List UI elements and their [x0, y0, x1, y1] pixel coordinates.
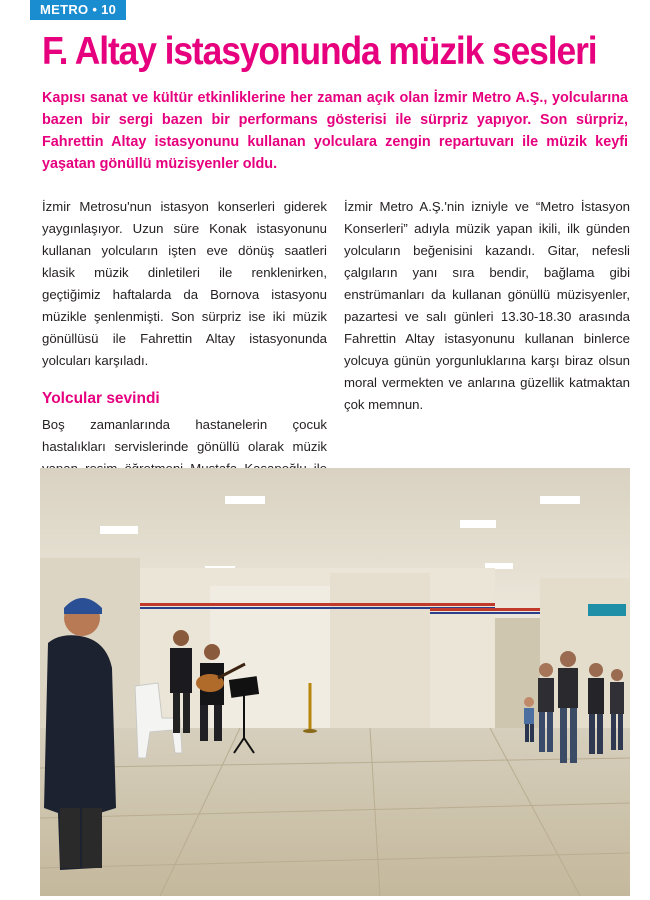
- article-lead: Kapısı sanat ve kültür etkinliklerine her zaman açık olan İzmir Metro A.Ş., yolcularına bazen bir sergi bazen bir performans gösterisi ile sürpriz yapıyor. Son sürpriz, Fahrettin Altay istasyonunu kullanan yolculara zengin repartuvarı ile müzik keyfi yaşatan gönüllü müzisyenler oldu.: [42, 90, 628, 172]
- article-title: F. Altay istasyonunda müzik sesleri: [42, 30, 597, 73]
- body-paragraph-3: İzmir Metro A.Ş.'nin izniyle ve “Metro İstasyon Konserleri” adıyla müzik yapan ikili, ilk günden yolcuların beğenisini kazandı. Gitar, nefesli çalgıların yanı sıra bendir, bağlama gibi enstrümanları da kullanan gönüllü müzisyenler, pazartesi ve salı günleri 13.30-18.30 arasında Fahrettin Altay istasyonunu kullanan binlerce yolcuya günün yorgunluklarına karşı biraz olsun moral vermekten ve anlarına güzellik katmaktan çok memnun.: [344, 199, 630, 412]
- body-paragraph-2: Boş zamanlarında hastanelerin çocuk hastalıkları servislerinde gönüllü olarak müzik: [42, 417, 327, 454]
- station-concert-photo: [40, 468, 630, 896]
- body-paragraph-1: İzmir Metrosu'nun istasyon konserleri giderek yaygınlaşıyor. Uzun süre Konak istasyonunu kullanan yolcuların işten eve dönüş saatleri klasik müzik dinletileri ile renklenirken, geçtiğimiz haftalarda da Bornova istasyonu müzikle şenlenmişti. Son sürpriz ise iki müzik gönüllüsü ile Fahrettin Altay istasyonunda yolcuları karşıladı.: [42, 199, 327, 368]
- body-column-right: [344, 196, 630, 416]
- section-tag: METRO • 10: [30, 0, 126, 20]
- subheading: Yolcular sevindi: [42, 390, 160, 407]
